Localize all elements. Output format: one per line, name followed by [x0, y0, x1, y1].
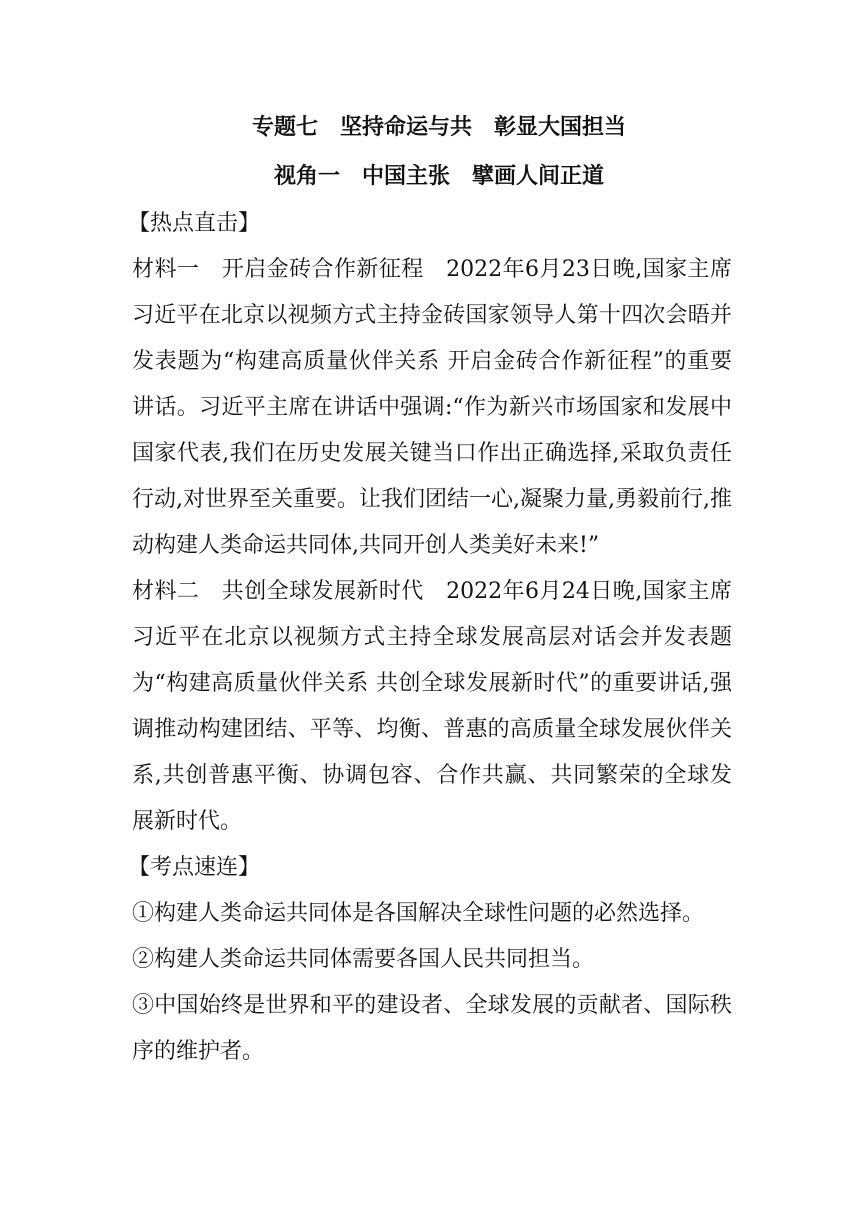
material-two-label: 材料二 共创全球发展新时代 — [132, 579, 447, 604]
points-heading: 【考点速连】 — [128, 855, 261, 880]
document-subtitle: 视角一 中国主张 擘画人间正道 — [273, 164, 604, 189]
document-page — [128, 104, 732, 1075]
material-one-label: 材料一 开启金砖合作新征程 — [132, 257, 447, 282]
material-one-paragraph — [132, 247, 732, 569]
point-item: ③中国始终是世界和平的建设者、全球发展的贡献者、国际秩序的维护者。 — [132, 993, 732, 1064]
point-item: ②构建人类命运共同体需要各国人民共同担当。 — [132, 947, 595, 972]
hotspot-heading: 【热点直击】 — [128, 211, 261, 236]
point-item: ①构建人类命运共同体是各国解决全球性问题的必然选择。 — [132, 901, 705, 926]
document-title: 专题七 坚持命运与共 彰显大国担当 — [251, 115, 626, 140]
material-two-text: 2022年6月24日晚,国家主席习近平在北京以视频方式主持全球发展高层对话会并发表题为“构建高质量伙伴关系 共创全球发展新时代”的重要讲话,强调推动构建团结、平等、均衡、普惠的高质量全球发展伙伴关系,共创普惠平衡、协调包容、合作共赢、共同繁荣的全球发展新时代。 — [132, 579, 732, 834]
material-two-paragraph — [132, 569, 732, 845]
material-one-text: 2022年6月23日晚,国家主席习近平在北京以视频方式主持金砖国家领导人第十四次会晤并发表题为“构建高质量伙伴关系 开启金砖合作新征程”的重要讲话。习近平主席在讲话中强调:“作为新兴市场国家和发展中国家代表,我们在历史发展关键当口作出正确选择,采取负责任行动,对世界至关重要。让我们团结一心,凝聚力量,勇毅前行,推动构建人类命运共同体,共同开创人类美好未来!” — [132, 257, 732, 558]
